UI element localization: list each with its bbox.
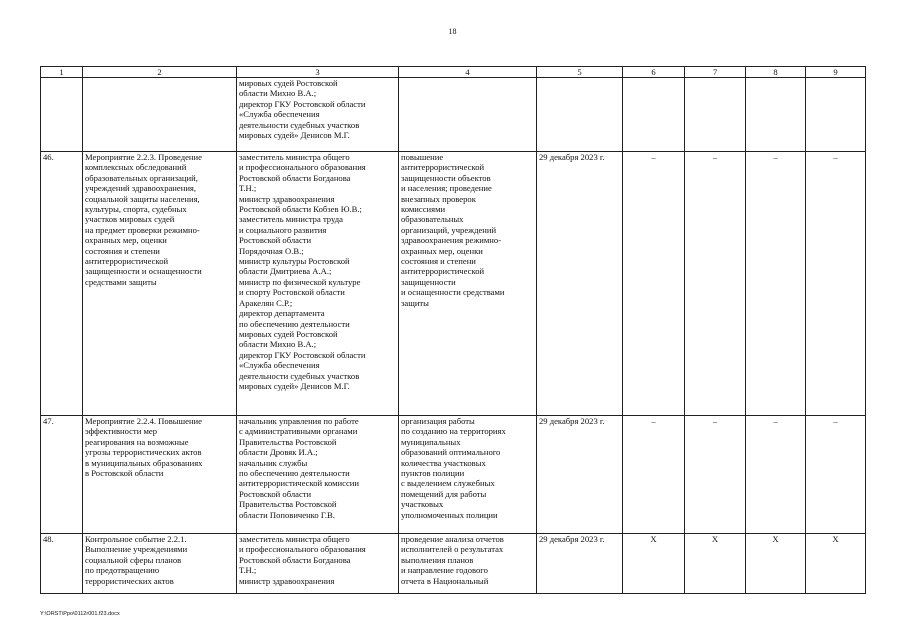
mark-cell: – (623, 416, 685, 534)
executors-cell-line: области Дмитриева А.А.; (239, 266, 332, 277)
event-cell (83, 534, 237, 594)
result-cell-line: организаций, учреждений (401, 224, 497, 235)
mark-cell: – (806, 152, 866, 416)
event-cell-line: Мероприятие 2.2.4. Повышение (85, 416, 202, 426)
executors-cell-line: области Дровяк И.А.; (239, 447, 318, 458)
executors-cell-line: Порядочная О.В.; (239, 245, 304, 256)
result-cell-line: и направление годового (401, 565, 488, 576)
executors-cell-line: заместитель министра общего (239, 534, 350, 544)
executors-cell (237, 416, 399, 534)
mark-cell (746, 78, 806, 152)
executors-cell-line: области Михно В.А.; (239, 88, 317, 99)
event-cell-line: учреждений здравоохранения, (85, 183, 197, 194)
event-cell-line: по предотвращению (85, 565, 160, 576)
result-cell-line: внезапных проверок (401, 193, 476, 204)
executors-cell-line: Ростовской области (239, 488, 312, 499)
mark-cell: – (806, 416, 866, 534)
plan-table (40, 66, 866, 594)
executors-cell-line: «Служба обеспечения (239, 109, 320, 120)
executors-cell (237, 152, 399, 416)
deadline-cell (537, 78, 623, 152)
result-cell-line: антитеррористической (401, 266, 485, 277)
event-cell-line: в Ростовской области (85, 468, 164, 479)
result-cell-line: образовательных (401, 214, 464, 225)
result-cell-line: охранных мер, оценки (401, 245, 483, 256)
executors-cell-line: Правительства Ростовской (239, 499, 337, 510)
executors-cell-line: министр здравоохранения (239, 193, 335, 204)
event-cell-line: образовательных организаций, (85, 172, 198, 183)
mark-cell (806, 78, 866, 152)
executors-cell-line: Ростовской области Богданова (239, 554, 351, 565)
result-cell (399, 152, 537, 416)
mark-cell: X (746, 534, 806, 594)
result-cell-line: участковых (401, 499, 444, 510)
event-cell-line: в муниципальных образованиях (85, 457, 203, 468)
executors-cell-line: и социального развития (239, 224, 327, 235)
executors-cell-line: начальник управления по работе (239, 416, 359, 426)
executors-cell-line: антитеррористической комиссии (239, 478, 359, 489)
mark-cell: – (746, 416, 806, 534)
result-cell-line: выполнения планов (401, 554, 474, 565)
result-cell-line: комиссиями (401, 204, 446, 215)
event-cell (83, 416, 237, 534)
result-cell-line: уполномоченных полиции (401, 509, 498, 520)
executors-cell-line: заместитель министра труда (239, 214, 343, 225)
deadline-cell: 29 декабря 2023 г. (537, 534, 623, 594)
col-header: 3 (237, 67, 399, 78)
result-cell-line: исполнителей о результатах (401, 544, 504, 555)
executors-cell-line: министр культуры Ростовской (239, 256, 350, 267)
result-cell-line: пунктов полиции (401, 468, 465, 479)
event-cell-line: эффективности мер (85, 426, 157, 437)
executors-cell-line: Ростовской области Кобзев Ю.В.; (239, 204, 362, 215)
col-header: 6 (623, 67, 685, 78)
executors-cell-line: директор департамента (239, 308, 325, 319)
executors-cell-line: мировых судей» Денисов М.Г. (239, 130, 350, 141)
result-cell (399, 416, 537, 534)
executors-cell-line: директор ГКУ Ростовской области (239, 98, 366, 109)
executors-cell-line: и профессионального образования (239, 544, 366, 555)
mark-cell: – (685, 416, 746, 534)
event-cell-line: социальной сферы планов (85, 554, 182, 565)
executors-cell-line: министр по физической культуре (239, 276, 361, 287)
deadline-cell: 29 декабря 2023 г. (537, 152, 623, 416)
page-number: 18 (448, 27, 457, 36)
result-cell-line: муниципальных (401, 436, 461, 447)
table-row (41, 152, 866, 416)
event-cell-line: комплексных обследований (85, 162, 187, 173)
executors-cell-line: министр здравоохранения (239, 575, 335, 586)
result-cell-line: по созданию на территориях (401, 426, 506, 437)
result-cell (399, 78, 537, 152)
table-row (41, 534, 866, 594)
executors-cell-line: мировых судей Ростовской (239, 328, 338, 339)
result-cell-line: повышение (401, 152, 444, 162)
result-cell-line: проведение анализа отчетов (401, 534, 504, 544)
executors-cell-line: Правительства Ростовской (239, 436, 337, 447)
col-header: 2 (83, 67, 237, 78)
mark-cell: – (746, 152, 806, 416)
mark-cell: X (685, 534, 746, 594)
col-header: 8 (746, 67, 806, 78)
executors-cell-line: директор ГКУ Ростовской области (239, 349, 366, 360)
executors-cell-line: деятельности судебных участков (239, 119, 360, 130)
result-cell-line: защиты (401, 297, 429, 308)
col-header: 4 (399, 67, 537, 78)
result-cell-line: с выделением служебных (401, 478, 495, 489)
result-cell-line: образований оптимального (401, 447, 501, 458)
event-cell-line: социальной защиты населения, (85, 193, 200, 204)
event-cell-line: участков мировых судей (85, 214, 175, 225)
deadline-cell: 29 декабря 2023 г. (537, 416, 623, 534)
event-cell (83, 78, 237, 152)
result-cell-line: здравоохранения режимно- (401, 235, 502, 246)
executors-cell-line: «Служба обеспечения (239, 360, 320, 371)
event-cell-line: угрозы террористических актов (85, 447, 202, 458)
file-path-footer: Y:\ORST\Ppo\0112r001.f23.docx (40, 611, 120, 617)
executors-cell-line: Аракелян С.Р.; (239, 297, 293, 308)
event-cell-line: Выполнение учреждениями (85, 544, 188, 555)
mark-cell: – (623, 152, 685, 416)
result-cell-line: количества участковых (401, 457, 486, 468)
executors-cell-line: области Поповиченко Г.В. (239, 509, 335, 520)
mark-cell (685, 78, 746, 152)
event-cell-line: культуры, спорта, судебных (85, 204, 187, 215)
result-cell-line: организация работы (401, 416, 475, 426)
event-cell (83, 152, 237, 416)
executors-cell-line: Т.Н.; (239, 183, 257, 194)
event-cell-line: охранных мер, оценки (85, 235, 167, 246)
executors-cell-line: по обеспечению деятельности (239, 318, 350, 329)
executors-cell (237, 534, 399, 594)
executors-cell-line: и спорту Ростовской области (239, 287, 345, 298)
event-cell-line: антитеррористической (85, 256, 169, 267)
mark-cell: – (685, 152, 746, 416)
event-cell-line: Мероприятие 2.2.3. Проведение (85, 152, 202, 162)
col-header: 9 (806, 67, 866, 78)
executors-cell-line: заместитель министра общего (239, 152, 350, 162)
mark-cell: X (806, 534, 866, 594)
event-cell-line: террористических актов (85, 575, 174, 586)
executors-cell-line: Т.Н.; (239, 565, 257, 576)
result-cell-line: и оснащенности средствами (401, 287, 505, 298)
mark-cell: X (623, 534, 685, 594)
event-cell-line: средствами защиты (85, 276, 157, 287)
table-row (41, 78, 866, 152)
executors-cell-line: Ростовской области Богданова (239, 172, 351, 183)
executors-cell-line: Ростовской области (239, 235, 312, 246)
executors-cell-line: начальник службы (239, 457, 308, 468)
executors-cell-line: и профессионального образования (239, 162, 366, 173)
result-cell-line: и населения; проведение (401, 183, 492, 194)
col-header: 7 (685, 67, 746, 78)
result-cell-line: состояния и степени (401, 256, 476, 267)
mark-cell (623, 78, 685, 152)
row-number (41, 78, 83, 152)
row-number: 48. (41, 534, 83, 594)
event-cell-line: на предмет проверки режимно- (85, 224, 200, 235)
col-header: 1 (41, 67, 83, 78)
executors-cell (237, 78, 399, 152)
executors-cell-line: мировых судей Ростовской (239, 78, 338, 88)
executors-cell-line: мировых судей» Денисов М.Г. (239, 380, 350, 391)
executors-cell-line: деятельности судебных участков (239, 370, 360, 381)
row-number: 46. (41, 152, 83, 416)
executors-cell-line: по обеспечению деятельности (239, 468, 350, 479)
row-number: 47. (41, 416, 83, 534)
result-cell-line: защищенности объектов (401, 172, 491, 183)
result-cell-line: защищенности (401, 276, 456, 287)
event-cell-line: Контрольное событие 2.2.1. (85, 534, 187, 544)
result-cell-line: помещений для работы (401, 488, 487, 499)
event-cell-line: защищенности и оснащенности (85, 266, 202, 277)
result-cell (399, 534, 537, 594)
executors-cell-line: с административными органами (239, 426, 358, 437)
result-cell-line: отчета в Национальный (401, 575, 489, 586)
executors-cell-line: области Михно В.А.; (239, 339, 317, 350)
table-row (41, 416, 866, 534)
col-header: 5 (537, 67, 623, 78)
event-cell-line: состояния и степени (85, 245, 160, 256)
header-row (41, 67, 866, 78)
result-cell-line: антитеррористической (401, 162, 485, 173)
event-cell-line: реагирования на возможные (85, 436, 189, 447)
